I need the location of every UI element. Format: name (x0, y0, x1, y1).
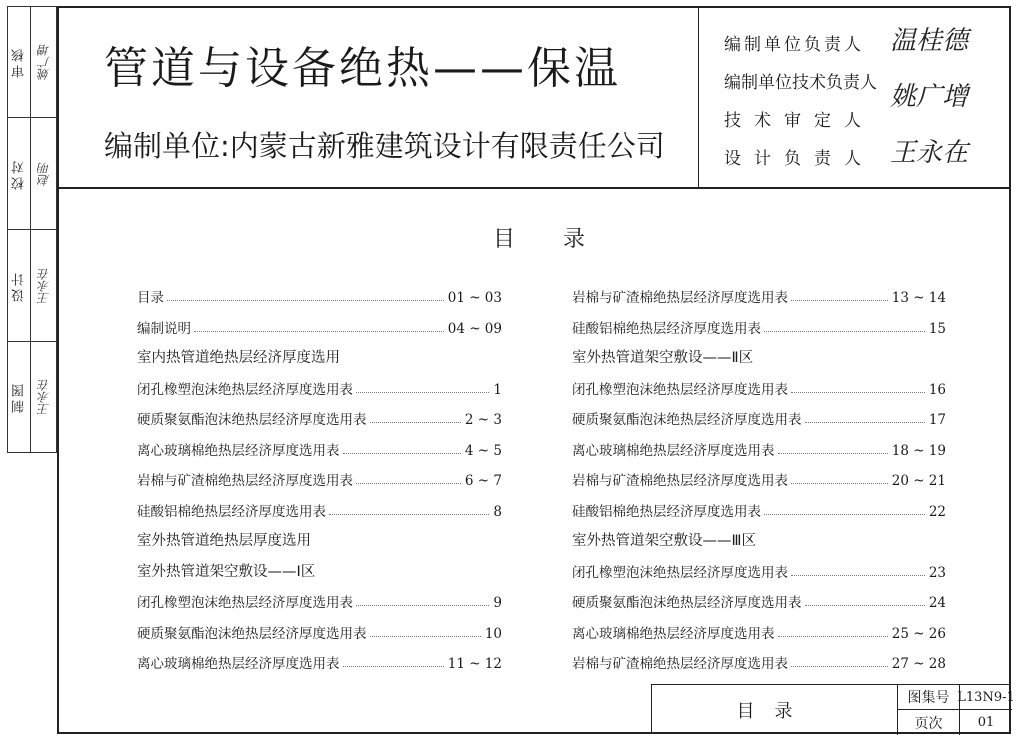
toc-leader-dots (791, 392, 925, 393)
toc-entry-title: 硬质聚氨酯泡沫绝热层经济厚度选用表 (572, 412, 802, 428)
toc-section-heading (572, 339, 946, 367)
toc-entry (137, 614, 502, 642)
toc-entry (572, 614, 946, 642)
toc-entry-title: 室外热管道架空敷设——Ⅱ区 (572, 350, 754, 366)
side-cell-design (8, 230, 56, 342)
title-block (651, 684, 1015, 734)
title-block-name: 目录 (652, 685, 898, 735)
toc-entry-title: 闭孔橡塑泡沫绝热层经济厚度选用表 (572, 564, 788, 581)
side-label-review: 审核 (11, 46, 27, 78)
toc-entry (572, 583, 946, 611)
toc-entry-page: 17 (928, 412, 946, 428)
toc-entry-title: 目录 (137, 290, 164, 306)
toc-entry-page: 2 ~ 3 (464, 412, 502, 428)
side-cell-proofread (8, 118, 56, 230)
toc-entry (137, 370, 502, 398)
side-label-drafting: 制图 (11, 381, 27, 413)
toc-entry-title: 离心玻璃棉绝热层经济厚度选用表 (137, 656, 340, 672)
header-vertical-divider (698, 6, 699, 187)
signature-unit-head: 温桂德 (890, 26, 969, 56)
responsibility-signatures (890, 20, 968, 174)
toc-leader-dots (764, 331, 925, 332)
toc-entry-title: 室外热管道架空敷设——Ⅲ区 (572, 533, 756, 549)
toc-entry (572, 278, 946, 306)
page-number-value: 01 (977, 715, 995, 730)
toc-entry-page: 24 (928, 595, 946, 611)
toc-entry-title: 岩棉与矿渣棉绝热层经济厚度选用表 (137, 473, 353, 489)
page-number-label: 页次 (898, 710, 960, 735)
toc-entry (572, 309, 946, 337)
toc-leader-dots (167, 300, 444, 301)
toc-entry-page: 23 (928, 564, 946, 581)
toc-entry (137, 309, 502, 337)
toc-leader-dots (370, 422, 461, 423)
toc-entry-page: 4 ~ 5 (464, 442, 502, 459)
toc-entry (572, 644, 946, 672)
toc-entry (572, 431, 946, 459)
toc-leader-dots (343, 453, 461, 454)
toc-leader-dots (791, 575, 925, 576)
side-cell-review (8, 7, 56, 118)
toc-entry (572, 461, 946, 489)
role-tech-reviewer: 技术审定人 (724, 111, 874, 131)
responsibility-roles (724, 30, 877, 182)
side-label-design: 设计 (11, 269, 27, 302)
toc-section-heading (137, 553, 502, 581)
toc-entry (137, 461, 502, 489)
toc-entry-page: 01 ~ 03 (447, 290, 502, 306)
side-signature-proofread: 赵明 (37, 161, 51, 186)
toc-entry (572, 553, 946, 581)
toc-leader-dots (329, 514, 489, 515)
toc-entry-title: 硬质聚氨酯泡沫绝热层经济厚度选用表 (572, 595, 802, 611)
toc-entry-title: 岩棉与矿渣棉绝热层经济厚度选用表 (572, 473, 788, 489)
toc-leader-dots (356, 483, 461, 484)
toc-entry-page: 9 (493, 595, 502, 611)
toc-entry-title: 室外热管道架空敷设——Ⅰ区 (137, 563, 316, 580)
signature-tech-head: 姚广增 (890, 82, 969, 112)
toc-entry-title: 硅酸铝棉绝热层经济厚度选用表 (572, 320, 761, 337)
organization-name: 编制单位:内蒙古新雅建筑设计有限责任公司 (104, 129, 665, 163)
toc-entry-title: 编制说明 (137, 320, 191, 337)
toc-entry (137, 492, 502, 520)
side-cell-drafting (8, 342, 56, 452)
toc-leader-dots (778, 453, 888, 454)
toc-entry-page: 8 (493, 503, 502, 520)
document-title: 管道与设备绝热——保温 (104, 43, 621, 94)
toc-entry-page: 10 (484, 625, 502, 642)
atlas-number-value: L13N9-1 (960, 685, 1012, 710)
side-signature-review: 姚广增 (37, 44, 51, 80)
toc-entry-page: 6 ~ 7 (464, 473, 502, 489)
side-signature-drafting: 王永在 (37, 379, 51, 415)
toc-entry-title: 硅酸铝棉绝热层经济厚度选用表 (137, 503, 326, 520)
toc-leader-dots (764, 514, 925, 515)
toc-leader-dots (194, 331, 444, 332)
toc-leader-dots (791, 300, 888, 301)
role-tech-head: 编制单位技术负责人 (724, 73, 877, 93)
side-signature-design: 王永在 (37, 267, 51, 304)
toc-entry-page: 1 (493, 381, 502, 398)
header-divider (57, 187, 1011, 189)
toc-entry-title: 离心玻璃棉绝热层经济厚度选用表 (572, 625, 775, 642)
toc-entry-page: 16 (928, 381, 946, 398)
toc-entry-title: 岩棉与矿渣棉绝热层经济厚度选用表 (572, 656, 788, 672)
toc-entry (572, 492, 946, 520)
side-label-proofread: 校对 (11, 157, 27, 190)
toc-entry (137, 583, 502, 611)
toc-entry (572, 400, 946, 428)
atlas-number-label: 图集号 (898, 685, 960, 710)
toc-entry-title: 闭孔橡塑泡沫绝热层经济厚度选用表 (137, 381, 353, 398)
toc-entry-title: 室外热管道绝热层厚度选用 (137, 533, 311, 549)
toc-section-heading (572, 522, 946, 550)
toc-leader-dots (343, 666, 444, 667)
toc-entry-title: 离心玻璃棉绝热层经济厚度选用表 (572, 442, 775, 459)
toc-entry-page: 13 ~ 14 (891, 290, 946, 306)
toc-entry-page: 25 ~ 26 (891, 625, 946, 642)
toc-entry-title: 硬质聚氨酯泡沫绝热层经济厚度选用表 (137, 625, 367, 642)
signature-design-head: 王永在 (890, 138, 969, 168)
toc-entry-page: 20 ~ 21 (891, 473, 946, 489)
toc-entry-title: 离心玻璃棉绝热层经济厚度选用表 (137, 442, 340, 459)
toc-leader-dots (791, 666, 888, 667)
toc-entry-page: 22 (928, 503, 946, 520)
toc-entry (137, 431, 502, 459)
toc-entry (137, 278, 502, 306)
toc-leader-dots (805, 605, 925, 606)
toc-leader-dots (805, 422, 925, 423)
toc-entry-title: 室内热管道绝热层经济厚度选用 (137, 350, 340, 366)
toc-entry-page: 27 ~ 28 (891, 656, 946, 672)
toc-leader-dots (370, 636, 481, 637)
toc-entry-title: 闭孔橡塑泡沫绝热层经济厚度选用表 (572, 381, 788, 398)
toc-leader-dots (778, 636, 888, 637)
toc-entry (137, 644, 502, 672)
toc-entry (137, 400, 502, 428)
toc-heading: 目录 (493, 227, 634, 252)
toc-leader-dots (356, 605, 489, 606)
toc-entry-title: 硅酸铝棉绝热层经济厚度选用表 (572, 503, 761, 520)
role-design-head: 设计负责人 (724, 149, 874, 169)
side-signature-panel (7, 6, 57, 453)
toc-entry-title: 岩棉与矿渣棉绝热层经济厚度选用表 (572, 290, 788, 306)
toc-entry-title: 闭孔橡塑泡沫绝热层经济厚度选用表 (137, 595, 353, 611)
toc-leader-dots (356, 392, 489, 393)
role-unit-head: 编制单位负责人 (724, 35, 864, 55)
toc-entry (572, 370, 946, 398)
toc-leader-dots (791, 483, 888, 484)
toc-entry-page: 18 ~ 19 (891, 442, 946, 459)
toc-entry-page: 04 ~ 09 (447, 320, 502, 337)
toc-section-heading (137, 339, 502, 367)
toc-entry-title: 硬质聚氨酯泡沫绝热层经济厚度选用表 (137, 412, 367, 428)
toc-entry-page: 15 (928, 320, 946, 337)
toc-section-heading (137, 522, 502, 550)
toc-entry-page: 11 ~ 12 (447, 656, 502, 672)
